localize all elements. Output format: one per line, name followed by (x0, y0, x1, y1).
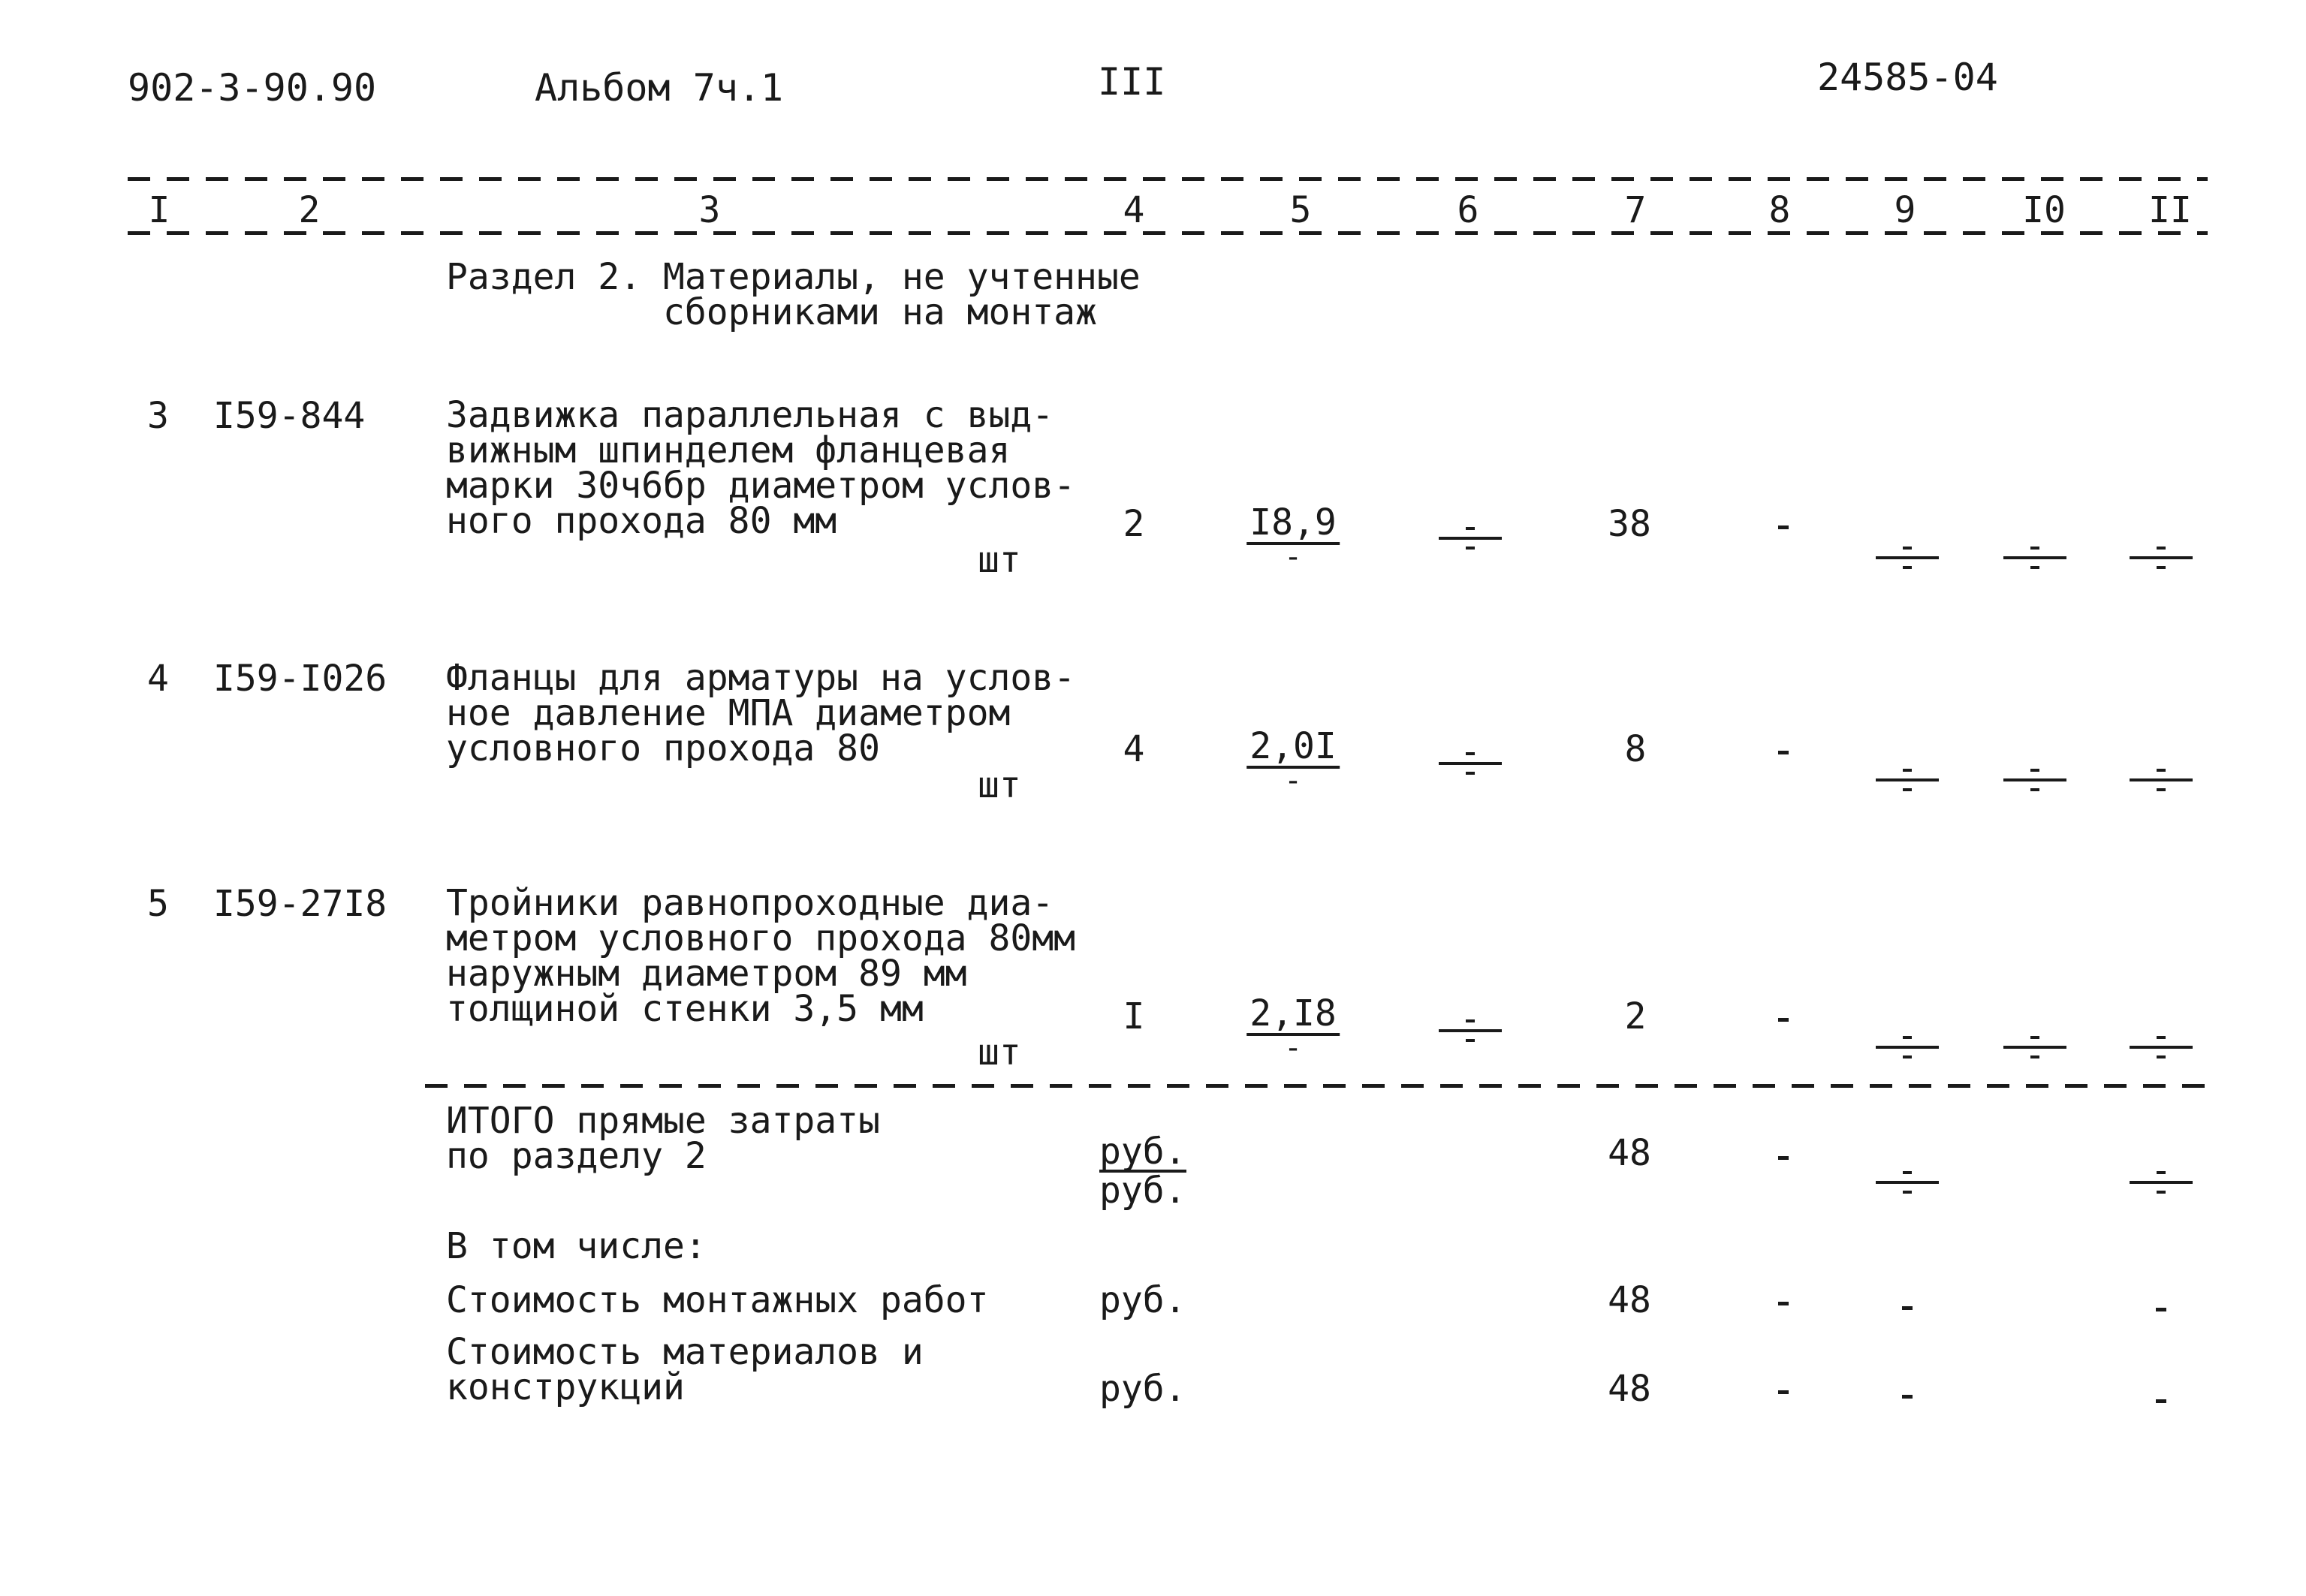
row-unit-price (1246, 725, 1340, 798)
row-unit: шт (978, 1031, 1021, 1074)
installation-value: 48 (1608, 1279, 1651, 1321)
album-label: Альбом 7ч.1 (535, 66, 784, 110)
col-header-10: I0 (2022, 189, 2066, 231)
row-total: 2 (1624, 995, 1647, 1037)
installation-unit: руб. (1099, 1279, 1186, 1321)
col-header-5: 5 (1289, 189, 1312, 231)
col-header-8: 8 (1768, 189, 1791, 231)
including-label: В том числе: (446, 1225, 707, 1267)
col8-dash-mark (1778, 525, 1789, 529)
totals-rule (425, 1084, 2208, 1088)
row-unit: шт (978, 539, 1021, 581)
materials-col8-mark (1778, 1390, 1789, 1394)
col9-fraction-mark (1876, 542, 1939, 572)
row-code: I59-I026 (213, 658, 387, 700)
section-title: Раздел 2. Материалы, не учтенные сборниками на монтаж (446, 256, 1141, 334)
row-description: Тройники равнопроходные диа- метром условного прохода 80мм наружным диаметром 89 мм толщиной стенки 3,5 мм (446, 882, 1076, 1031)
unit-price-value: 2,I8 (1246, 995, 1340, 1036)
col10-fraction-mark (2003, 1031, 2066, 1061)
col-header-1: I (148, 189, 170, 231)
col9-fraction-mark (1876, 1031, 1939, 1061)
doc-number: 24585-04 (1817, 56, 1998, 99)
row-number: 5 (147, 883, 169, 925)
col10-fraction-mark (2003, 764, 2066, 794)
totals-col9-fraction-mark (1876, 1167, 1939, 1197)
col-header-2: 2 (298, 189, 321, 231)
totals-unit (1099, 1131, 1186, 1212)
col11-fraction-mark (2130, 764, 2193, 794)
installation-col11-mark (2156, 1308, 2166, 1311)
col-header-9: 9 (1894, 189, 1916, 231)
row-number: 3 (147, 395, 169, 437)
header-rule-bottom (128, 231, 2208, 235)
col11-fraction-mark (2130, 542, 2193, 572)
col-header-3: 3 (698, 189, 721, 231)
totals-unit-top: руб. (1099, 1131, 1186, 1173)
row-quantity: 2 (1123, 503, 1145, 545)
totals-col8-dash-mark (1778, 1156, 1789, 1160)
col6-fraction-mark (1439, 1015, 1502, 1045)
col11-fraction-mark (2130, 1031, 2193, 1061)
materials-col11-mark (2156, 1399, 2166, 1403)
col-header-7: 7 (1624, 189, 1647, 231)
installation-label: Стоимость монтажных работ (446, 1279, 989, 1321)
col9-fraction-mark (1876, 764, 1939, 794)
row-description: Фланцы для арматуры на услов- ное давление МПА диаметром условного прохода 80 (446, 657, 1076, 770)
materials-col9-mark (1902, 1395, 1913, 1399)
unit-price-denominator: - (1283, 763, 1303, 798)
row-total: 8 (1624, 728, 1647, 770)
unit-price-denominator: - (1283, 540, 1303, 574)
col10-fraction-mark (2003, 542, 2066, 572)
row-number: 4 (147, 658, 169, 700)
col-header-11: II (2148, 189, 2192, 231)
installation-col8-mark (1778, 1302, 1789, 1305)
col6-fraction-mark (1439, 522, 1502, 553)
row-unit-price (1246, 992, 1340, 1065)
totals-value: 48 (1608, 1132, 1651, 1174)
header-rule-top (128, 177, 2208, 181)
unit-price-value: 2,0I (1246, 728, 1340, 769)
document-code: 902-3-90.90 (128, 66, 377, 110)
col-header-6: 6 (1457, 189, 1479, 231)
col8-dash-mark (1778, 1018, 1789, 1022)
row-total: 38 (1608, 503, 1651, 545)
materials-label: Стоимость материалов и конструкций (446, 1331, 924, 1409)
row-unit-price (1246, 501, 1340, 574)
materials-value: 48 (1608, 1368, 1651, 1410)
col8-dash-mark (1778, 751, 1789, 754)
col-header-4: 4 (1123, 189, 1145, 231)
row-quantity: I (1123, 995, 1145, 1037)
row-code: I59-27I8 (213, 883, 387, 925)
page-number: III (1098, 60, 1166, 104)
row-code: I59-844 (213, 395, 366, 437)
installation-col9-mark (1902, 1306, 1913, 1310)
col6-fraction-mark (1439, 748, 1502, 778)
row-quantity: 4 (1123, 728, 1145, 770)
totals-col11-fraction-mark (2130, 1167, 2193, 1197)
unit-price-value: I8,9 (1246, 504, 1340, 545)
unit-price-denominator: - (1283, 1031, 1303, 1065)
materials-unit: руб. (1099, 1368, 1186, 1410)
totals-label: ИТОГО прямые затраты по разделу 2 (446, 1100, 880, 1178)
row-unit: шт (978, 764, 1021, 806)
totals-unit-bottom: руб. (1099, 1170, 1186, 1212)
row-description: Задвижка параллельная с выд- вижным шпинделем фланцевая марки 30ч6бр диаметром услов- ного прохода 80 мм (446, 394, 1076, 543)
